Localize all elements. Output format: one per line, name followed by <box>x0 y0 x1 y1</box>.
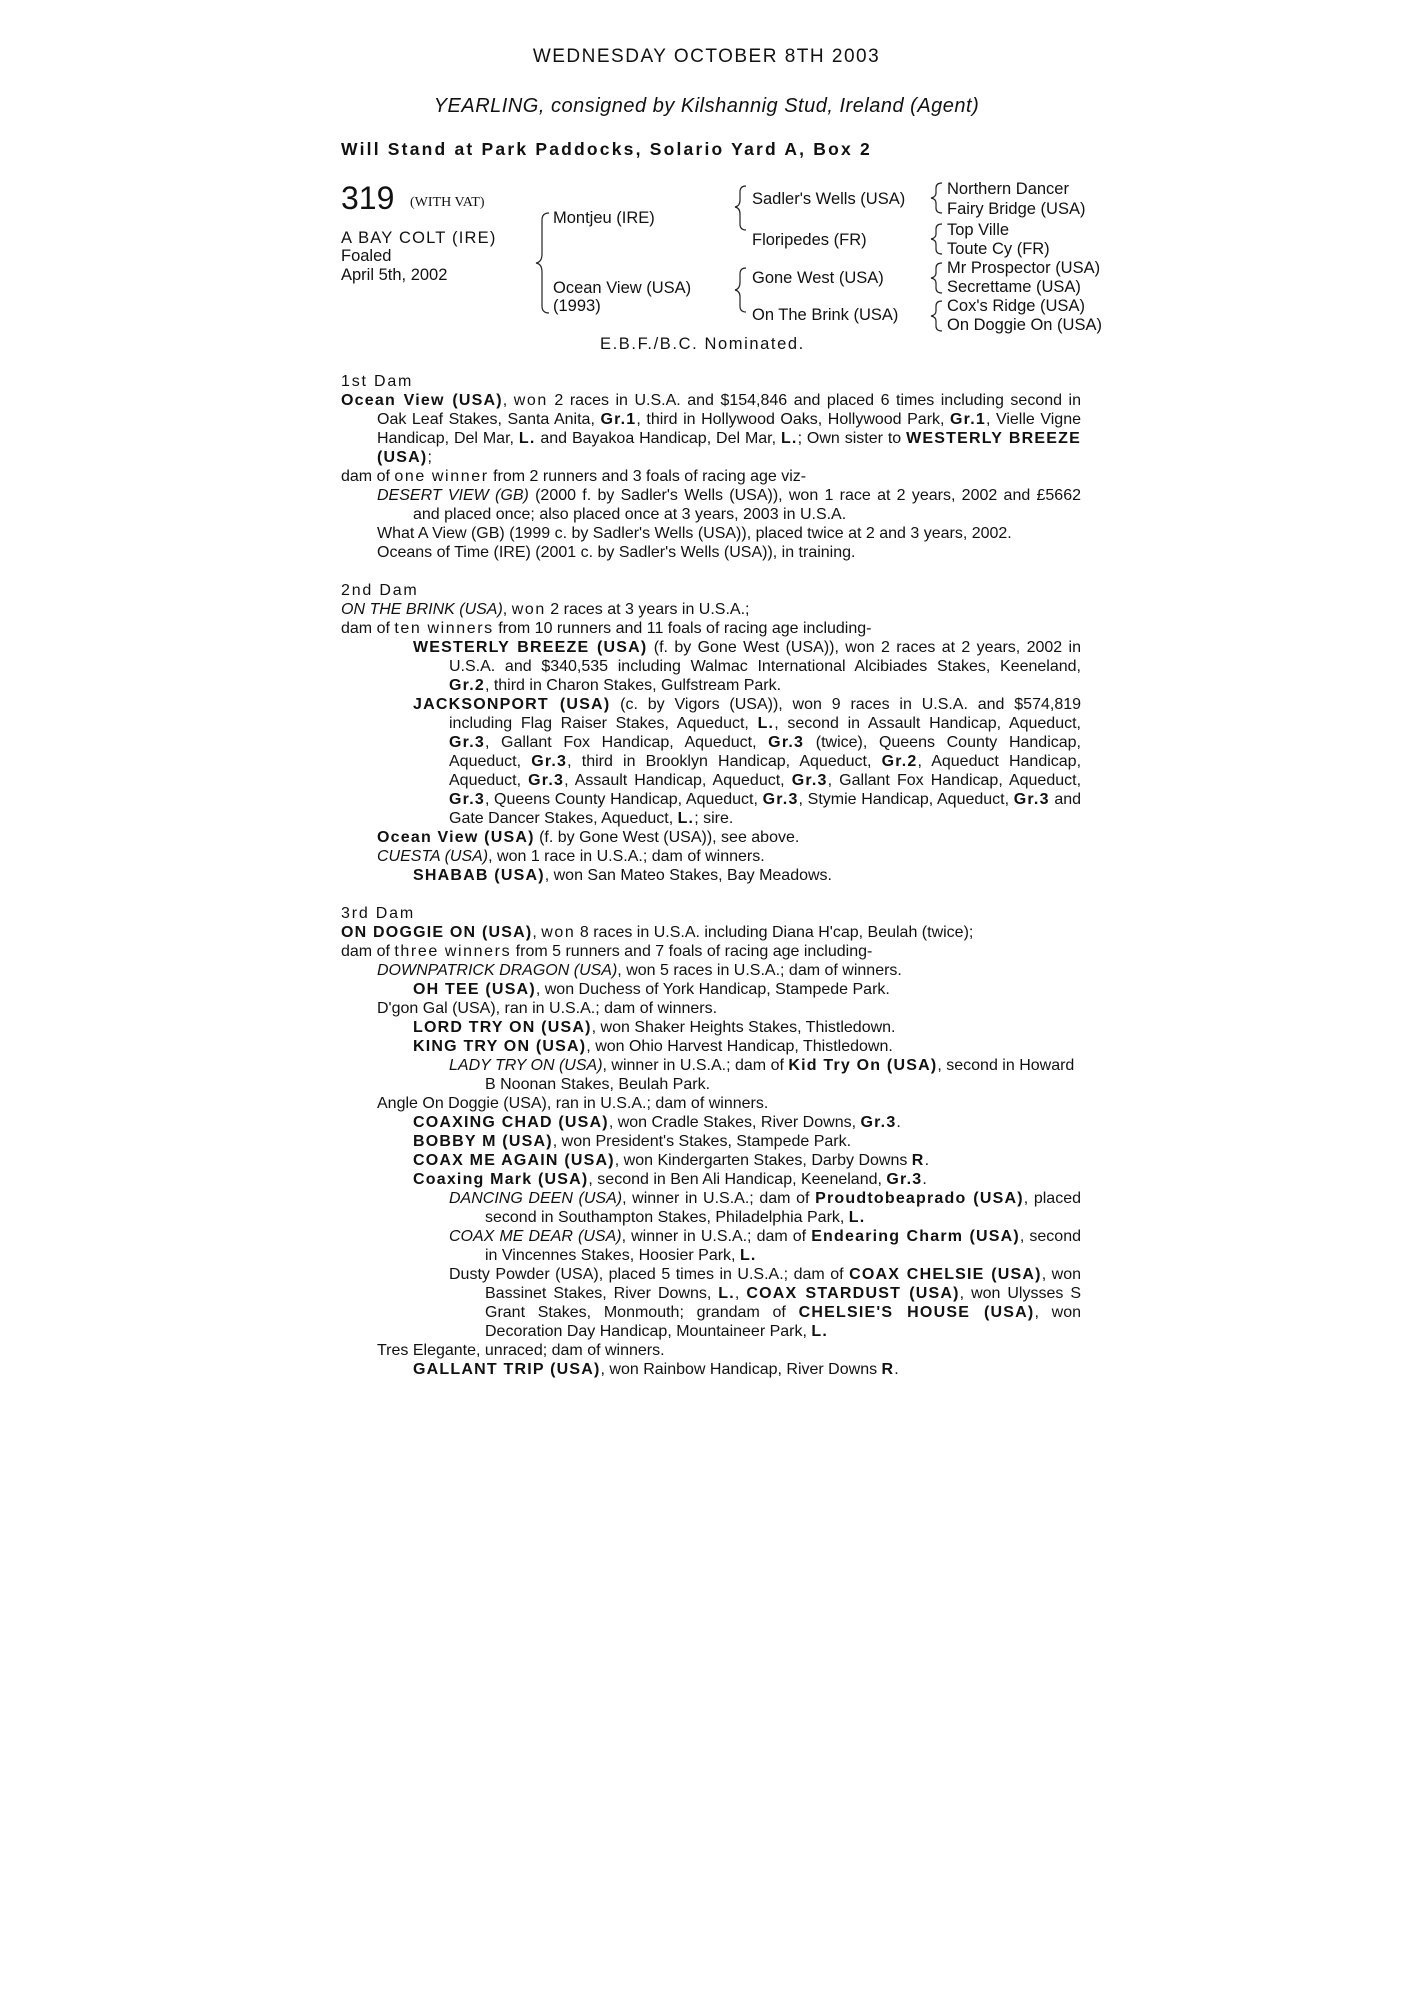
text-run: Dusty Powder (USA), placed 5 times in U.S.A.; dam of <box>449 1266 850 1283</box>
produce-item <box>341 828 1081 847</box>
grade: Gr.2 <box>881 753 918 770</box>
text-run: (twice), Queens County Handicap, Aqueduct, <box>449 734 1081 770</box>
pedigree-g7: Cox's Ridge (USA) <box>947 297 1085 315</box>
text-run: , winner in U.S.A.; dam of <box>621 1228 812 1245</box>
grade: Gr.3 <box>449 734 485 751</box>
winner-count: one winner <box>394 468 489 485</box>
pedigree-g6: Secrettame (USA) <box>947 278 1081 296</box>
text-run: , winner in U.S.A.; dam of <box>602 1057 789 1074</box>
text-run: , won Rainbow Handicap, River Downs <box>600 1361 882 1378</box>
pedigree-g3: Top Ville <box>947 221 1010 239</box>
text-run: from 5 runners and 7 foals of racing age including- <box>511 943 873 960</box>
produce-item: What A View (GB) (1999 c. by Sadler's Wells (USA)), placed twice at 2 and 3 years, 2002. <box>377 525 1012 542</box>
text-run: (c. by Vigors (USA)), won 9 races in U.S.A. and $574,819 including Flag Raiser Stakes, Aqueduct, <box>449 696 1082 732</box>
text-run: , won Ulysses S Grant Stakes, Monmouth; grandam of <box>485 1285 1082 1321</box>
text-run: , third in Hollywood Oaks, Hollywood Park, <box>636 411 951 428</box>
produce-item: D'gon Gal (USA), ran in U.S.A.; dam of winners. <box>377 1000 718 1017</box>
text-run: , won Duchess of York Handicap, Stampede Park. <box>535 981 890 998</box>
text-run: 2 races in U.S.A. and $154,846 and placed 6 times including second in Oak Leaf Stakes, Santa Anita, <box>377 392 1081 428</box>
produce-name: DANCING DEEN (USA) <box>449 1190 623 1207</box>
text-run: , won Decoration Day Handicap, Mountaineer Park, <box>485 1304 1081 1340</box>
produce-item <box>341 1151 1081 1170</box>
text-run: , won Kindergarten Stakes, Darby Downs <box>614 1152 912 1169</box>
produce-item <box>341 1170 1081 1189</box>
produce-item <box>341 1037 1081 1056</box>
produce-name: OH TEE (USA) <box>413 981 536 998</box>
text-run: dam of <box>341 468 395 485</box>
text-run: , Stymie Handicap, Aqueduct, <box>798 791 1014 808</box>
pedigree-g2: Fairy Bridge (USA) <box>947 200 1086 218</box>
produce-item <box>341 1018 1081 1037</box>
text-run: , second in Vincennes Stakes, Hoosier Park, <box>485 1228 1082 1264</box>
produce-item <box>341 1265 1081 1341</box>
text-run: , second in Ben Ali Handicap, Keeneland, <box>588 1171 887 1188</box>
second-dam-name: ON THE BRINK (USA) <box>341 601 503 618</box>
produce-item <box>341 866 1081 885</box>
produce-name: CHELSIE'S HOUSE (USA) <box>798 1304 1035 1321</box>
grade: Gr.3 <box>860 1114 897 1131</box>
produce-name: Endearing Charm (USA) <box>811 1228 1020 1245</box>
listed: L. <box>811 1323 829 1340</box>
second-dam-won: won <box>511 601 546 618</box>
third-dam-heading: 3rd Dam <box>341 905 415 922</box>
text-run: from 2 runners and 3 foals of racing age viz- <box>488 468 807 485</box>
consignor-line: YEARLING, consigned by Kilshannig Stud, Ireland (Agent) <box>433 95 980 117</box>
text-run: dam of <box>341 620 395 637</box>
grade: Gr.3 <box>528 772 565 789</box>
second-dam-produce-summary <box>341 619 1081 638</box>
grade: Gr.3 <box>768 734 805 751</box>
text-run: , <box>502 601 512 618</box>
text-run: ; <box>427 449 432 466</box>
first-dam-heading: 1st Dam <box>341 373 414 390</box>
pedigree-g1: Northern Dancer <box>947 180 1069 198</box>
text-run: , won Bassinet Stakes, River Downs, <box>485 1266 1082 1302</box>
produce-item <box>341 1132 1081 1151</box>
text-run: , <box>532 924 542 941</box>
listed: L. <box>718 1285 735 1302</box>
produce-name: WESTERLY BREEZE (USA) <box>413 639 648 656</box>
winner-count: three winners <box>394 943 512 960</box>
produce-item <box>341 1056 1081 1094</box>
first-dam-produce-summary <box>341 467 1081 486</box>
first-dam-record: Ocean View (USA), won 2 races in U.S.A. and $154,846 and placed 6 times including second in Oak Leaf Stakes, Santa Anita, Gr.1, third in Hollywood Oaks, Hollywood Park, Gr.1, Vielle Vigne Handicap, Del Mar, L. and Bayakoa Handicap, Del Mar, L.; Own sister to WESTERLY BREEZE (USA); <box>341 392 1081 466</box>
produce-name: DOWNPATRICK DRAGON (USA) <box>377 962 618 979</box>
text-run: , Vielle Vigne Handicap, Del Mar, <box>377 411 1081 447</box>
pedigree-dam: Ocean View (USA) <box>553 279 692 297</box>
produce-item <box>341 980 1081 999</box>
text-run: (f. by Gone West (USA)), won 2 races at 2 years, 2002 in U.S.A. and $340,535 including Walmac International Alcibiades Stakes, Keeneland, <box>449 639 1082 675</box>
produce-name: COAX CHELSIE (USA) <box>849 1266 1042 1283</box>
vat-note: (WITH VAT) <box>410 195 485 210</box>
produce-name: LORD TRY ON (USA) <box>413 1019 592 1036</box>
produce-record <box>341 372 1081 1379</box>
produce-name: LADY TRY ON (USA) <box>449 1057 603 1074</box>
listed: L. <box>780 430 798 447</box>
sibling-name: WESTERLY BREEZE (USA) <box>377 430 1081 466</box>
text-run: , winner in U.S.A.; dam of <box>622 1190 816 1207</box>
text-run: , Aqueduct Handicap, Aqueduct, <box>449 753 1082 789</box>
spacer <box>341 562 1081 581</box>
text-run: from 10 runners and 11 foals of racing age including- <box>493 620 872 637</box>
produce-item: Tres Elegante, unraced; dam of winners. <box>377 1342 665 1359</box>
grade: Gr.1 <box>950 411 986 428</box>
produce-item <box>341 695 1081 828</box>
grade: Gr.3 <box>449 791 485 808</box>
produce-item <box>341 1189 1081 1227</box>
grade: Gr.3 <box>791 772 828 789</box>
text-run: , won 5 races in U.S.A.; dam of winners. <box>617 962 902 979</box>
pedigree-g4: Toute Cy (FR) <box>947 240 1050 258</box>
text-run: , third in Charon Stakes, Gulfstream Park. <box>484 677 782 694</box>
produce-name: JACKSONPORT (USA) <box>413 696 611 713</box>
text-run: 2 races at 3 years in U.S.A.; <box>545 601 750 618</box>
text-run: , placed second in Southampton Stakes, Philadelphia Park, <box>485 1190 1081 1226</box>
pedigree-dam-dam: On The Brink (USA) <box>752 306 899 324</box>
grade: Gr.3 <box>762 791 799 808</box>
text-run: ; sire. <box>694 810 734 827</box>
text-run: , won Ohio Harvest Handicap, Thistledown. <box>586 1038 893 1055</box>
produce-name: COAX STARDUST (USA) <box>746 1285 960 1302</box>
listed: L. <box>848 1209 866 1226</box>
pedigree-braces <box>0 0 1413 340</box>
text-run: (2000 f. by Sadler's Wells (USA)), won 1 race at 2 years, 2002 and £5662 and placed once; also placed once at 3 years, 2003 in U.S.A. <box>413 487 1082 523</box>
produce-name: Kid Try On (USA) <box>788 1057 938 1074</box>
produce-name: DESERT VIEW (GB) <box>377 487 529 504</box>
first-dam-name: Ocean View (USA) <box>341 392 503 409</box>
produce-name: KING TRY ON (USA) <box>413 1038 587 1055</box>
grade: Gr.3 <box>531 753 568 770</box>
produce-item <box>341 1360 1081 1379</box>
third-dam-won: won <box>541 924 576 941</box>
pedigree-sire-sire: Sadler's Wells (USA) <box>752 190 906 208</box>
pedigree-sire: Montjeu (IRE) <box>553 209 655 227</box>
produce-name: CUESTA (USA) <box>377 848 489 865</box>
text-run: , won San Mateo Stakes, Bay Meadows. <box>544 867 832 884</box>
text-run: , Queens County Handicap, Aqueduct, <box>484 791 763 808</box>
grade: Gr.3 <box>1013 791 1050 808</box>
text-run: and Bayakoa Handicap, Del Mar, <box>535 430 781 447</box>
text-run: , second in Assault Handicap, Aqueduct, <box>774 715 1081 732</box>
restricted: R <box>911 1152 925 1169</box>
first-dam-won: won <box>513 392 548 409</box>
produce-name: COAX ME DEAR (USA) <box>449 1228 622 1245</box>
third-dam-produce-summary <box>341 942 1081 961</box>
produce-item <box>341 961 1081 980</box>
text-run: , Gallant Fox Handicap, Aqueduct, <box>484 734 769 751</box>
grade: Gr.2 <box>449 677 485 694</box>
sale-date: WEDNESDAY OCTOBER 8TH 2003 <box>532 46 881 67</box>
second-dam-record <box>341 600 1081 619</box>
produce-item <box>341 486 1081 524</box>
nomination-note: E.B.F./B.C. Nominated. <box>600 335 805 353</box>
produce-name: Ocean View (USA) <box>377 829 535 846</box>
produce-item: Angle On Doggie (USA), ran in U.S.A.; dam of winners. <box>377 1095 769 1112</box>
produce-name: Proudtobeaprado (USA) <box>815 1190 1024 1207</box>
winner-count: ten winners <box>394 620 494 637</box>
text-run: and Gate Dancer Stakes, Aqueduct, <box>449 791 1082 827</box>
text-run: , second in Howard B Noonan Stakes, Beulah Park. <box>485 1057 1075 1093</box>
pedigree-g8: On Doggie On (USA) <box>947 316 1102 334</box>
third-dam-record <box>341 923 1081 942</box>
text-run: . <box>924 1152 930 1169</box>
stable-location: Will Stand at Park Paddocks, Solario Yard A, Box 2 <box>341 139 872 159</box>
pedigree-dam-sire: Gone West (USA) <box>752 269 884 287</box>
text-run: , <box>734 1285 747 1302</box>
produce-name: GALLANT TRIP (USA) <box>413 1361 601 1378</box>
text-run: , won President's Stakes, Stampede Park. <box>552 1133 852 1150</box>
text-run: 8 races in U.S.A. including Diana H'cap, Beulah (twice); <box>575 924 974 941</box>
text-run: , Assault Handicap, Aqueduct, <box>564 772 792 789</box>
produce-item <box>341 847 1081 866</box>
produce-name: COAX ME AGAIN (USA) <box>413 1152 615 1169</box>
second-dam-heading: 2nd Dam <box>341 582 419 599</box>
produce-item <box>341 638 1081 695</box>
foaled-label: Foaled <box>341 247 392 265</box>
text-run: , third in Brooklyn Handicap, Aqueduct, <box>567 753 882 770</box>
produce-item: Oceans of Time (IRE) (2001 c. by Sadler's Wells (USA)), in training. <box>377 544 856 561</box>
text-run: , won Shaker Heights Stakes, Thistledown. <box>591 1019 896 1036</box>
produce-name: BOBBY M (USA) <box>413 1133 553 1150</box>
produce-name: COAXING CHAD (USA) <box>413 1114 609 1131</box>
listed: L. <box>518 430 536 447</box>
produce-item <box>341 1113 1081 1132</box>
pedigree-g5: Mr Prospector (USA) <box>947 259 1101 277</box>
listed: L. <box>757 715 775 732</box>
text-run: , won 1 race in U.S.A.; dam of winners. <box>488 848 765 865</box>
spacer <box>341 885 1081 904</box>
produce-name: Coaxing Mark (USA) <box>413 1171 589 1188</box>
grade: Gr.3 <box>886 1171 923 1188</box>
text-run: , Gallant Fox Handicap, Aqueduct, <box>827 772 1082 789</box>
listed: L. <box>739 1247 757 1264</box>
pedigree-sire-dam: Floripedes (FR) <box>752 231 867 249</box>
restricted: R <box>881 1361 895 1378</box>
text-run: . <box>894 1361 899 1378</box>
text-run: ; Own sister to <box>797 430 907 447</box>
produce-item <box>341 1227 1081 1265</box>
pedigree-dam-year: (1993) <box>553 297 601 315</box>
foaled-date: April 5th, 2002 <box>341 266 448 284</box>
text-run: dam of <box>341 943 395 960</box>
text-run: . <box>896 1114 901 1131</box>
lot-description: A BAY COLT (IRE) <box>341 229 497 247</box>
produce-name: SHABAB (USA) <box>413 867 545 884</box>
text-run: (f. by Gone West (USA)), see above. <box>534 829 800 846</box>
text-run: . <box>922 1171 927 1188</box>
lot-number: 319 <box>341 180 395 216</box>
third-dam-name: ON DOGGIE ON (USA) <box>341 924 533 941</box>
listed: L. <box>677 810 695 827</box>
grade: Gr.1 <box>600 411 637 428</box>
text-run: , won Cradle Stakes, River Downs, <box>608 1114 861 1131</box>
